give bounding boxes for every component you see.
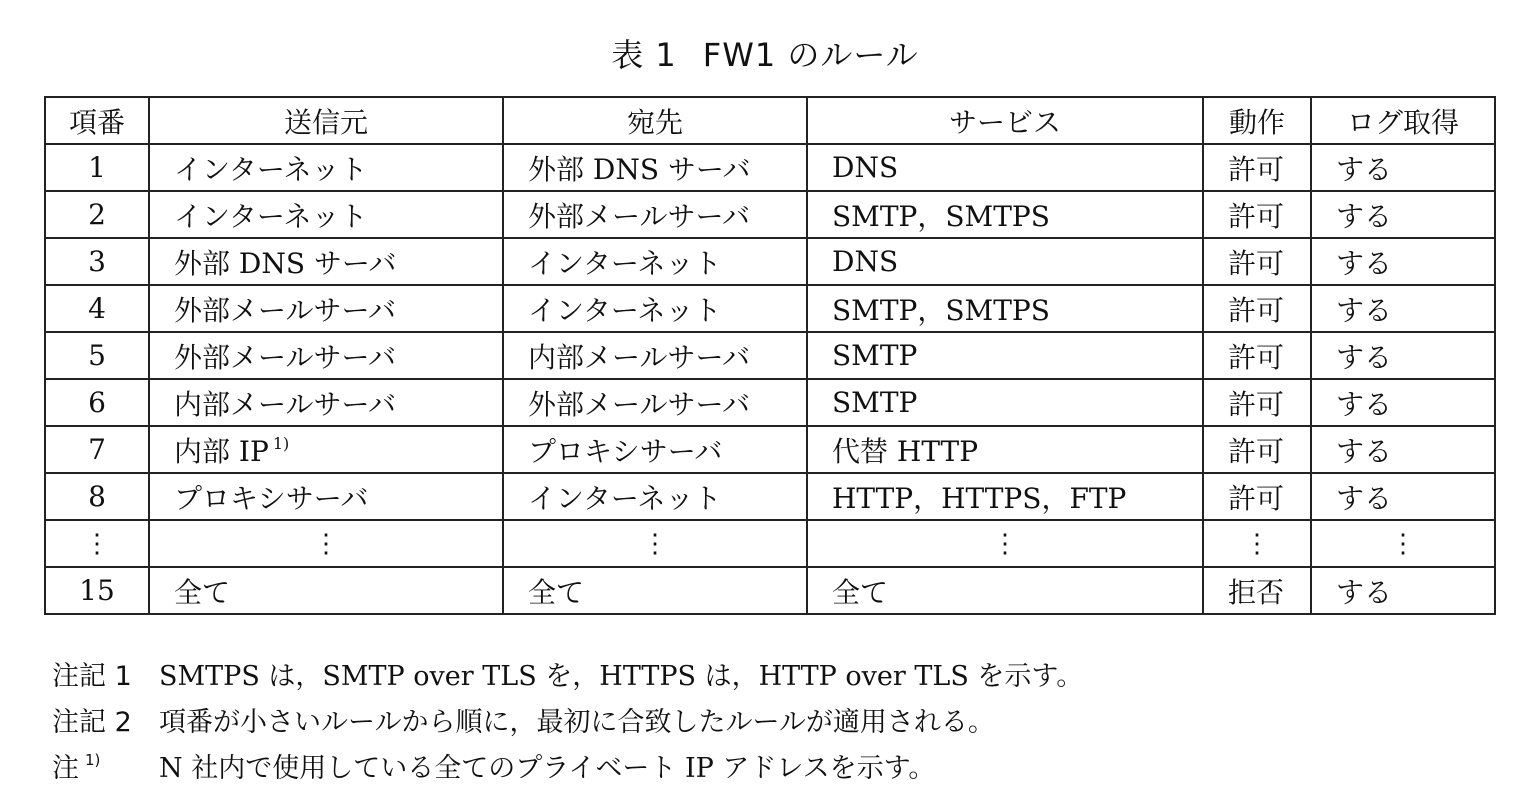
cell-service: HTTP，HTTPS，FTP: [807, 473, 1203, 520]
note-label: 注記 1: [52, 660, 132, 692]
cell-source-text: 内部 IP: [174, 434, 269, 468]
cell-no: 2: [45, 191, 149, 238]
cell-service: 全て: [807, 567, 1203, 614]
cell-logging: する: [1311, 238, 1495, 285]
note-text: 項番が小さいルールから順に，最初に合致したルールが適用される。: [159, 706, 995, 738]
cell-destination: インターネット: [503, 473, 807, 520]
cell-logging: する: [1311, 426, 1495, 473]
note-item: [52, 650, 1512, 696]
cell-no: 8: [45, 473, 149, 520]
note-label: [52, 746, 159, 785]
cell-action: 許可: [1203, 238, 1311, 285]
cell-service: SMTP: [807, 379, 1203, 426]
cell-source: インターネット: [149, 191, 503, 238]
cell-logging: する: [1311, 144, 1495, 191]
cell-destination: 内部メールサーバ: [503, 332, 807, 379]
cell-service: ⋮: [807, 520, 1203, 567]
cell-logging: する: [1311, 332, 1495, 379]
cell-action: 許可: [1203, 191, 1311, 238]
cell-logging: する: [1311, 473, 1495, 520]
cell-destination: 外部 DNS サーバ: [503, 144, 807, 191]
cell-no: 4: [45, 285, 149, 332]
notes-section: [52, 650, 1512, 788]
cell-source: [149, 426, 503, 473]
footnote-marker: 1): [272, 433, 290, 453]
cell-no: 6: [45, 379, 149, 426]
cell-action: 許可: [1203, 332, 1311, 379]
cell-action: 許可: [1203, 144, 1311, 191]
cell-destination: 外部メールサーバ: [503, 191, 807, 238]
cell-service: DNS: [807, 144, 1203, 191]
table-title: FW1 のルール: [702, 36, 919, 74]
cell-source: インターネット: [149, 144, 503, 191]
table-row: [45, 191, 1495, 238]
table-row: [45, 144, 1495, 191]
footnote-marker: 1): [85, 750, 101, 769]
cell-logging: する: [1311, 567, 1495, 614]
header-destination: 宛先: [503, 97, 807, 144]
cell-no: ⋮: [45, 520, 149, 567]
firewall-rules-table: [44, 96, 1496, 615]
cell-service: SMTP，SMTPS: [807, 191, 1203, 238]
cell-no: 7: [45, 426, 149, 473]
note-text: N 社内で使用している全てのプライベート IP アドレスを示す。: [159, 752, 936, 784]
cell-logging: する: [1311, 191, 1495, 238]
header-action: 動作: [1203, 97, 1311, 144]
cell-no: 3: [45, 238, 149, 285]
table-row-ellipsis: [45, 520, 1495, 567]
cell-action: 許可: [1203, 426, 1311, 473]
cell-destination: ⋮: [503, 520, 807, 567]
cell-logging: する: [1311, 379, 1495, 426]
cell-action: 許可: [1203, 285, 1311, 332]
note-item: [52, 696, 1512, 742]
table-row: [45, 238, 1495, 285]
cell-no: 1: [45, 144, 149, 191]
cell-destination: プロキシサーバ: [503, 426, 807, 473]
header-logging: ログ取得: [1311, 97, 1495, 144]
table-row: [45, 332, 1495, 379]
cell-source: 全て: [149, 567, 503, 614]
table-caption: [0, 30, 1530, 76]
note-text: SMTPS は，SMTP over TLS を，HTTPS は，HTTP over TLS を示す。: [159, 660, 1084, 692]
cell-source: プロキシサーバ: [149, 473, 503, 520]
header-service: サービス: [807, 97, 1203, 144]
cell-destination: インターネット: [503, 285, 807, 332]
table-header-row: [45, 97, 1495, 144]
cell-no: 5: [45, 332, 149, 379]
cell-source: 外部 DNS サーバ: [149, 238, 503, 285]
cell-source: 外部メールサーバ: [149, 285, 503, 332]
cell-action: 許可: [1203, 379, 1311, 426]
table-row: [45, 285, 1495, 332]
cell-service: 代替 HTTP: [807, 426, 1203, 473]
cell-no: 15: [45, 567, 149, 614]
header-source: 送信元: [149, 97, 503, 144]
cell-action: ⋮: [1203, 520, 1311, 567]
cell-destination: インターネット: [503, 238, 807, 285]
table-row: [45, 473, 1495, 520]
cell-service: DNS: [807, 238, 1203, 285]
cell-service: SMTP: [807, 332, 1203, 379]
table-number: 表 1: [611, 36, 677, 74]
note-label-text: 注: [52, 752, 79, 784]
cell-source: ⋮: [149, 520, 503, 567]
cell-action: 拒否: [1203, 567, 1311, 614]
cell-source: 外部メールサーバ: [149, 332, 503, 379]
table-row: [45, 567, 1495, 614]
header-no: 項番: [45, 97, 149, 144]
note-item: [52, 742, 1512, 788]
cell-destination: 外部メールサーバ: [503, 379, 807, 426]
table-row: [45, 426, 1495, 473]
cell-logging: する: [1311, 285, 1495, 332]
cell-action: 許可: [1203, 473, 1311, 520]
table-row: [45, 379, 1495, 426]
cell-logging: ⋮: [1311, 520, 1495, 567]
note-label: 注記 2: [52, 706, 132, 738]
cell-source: 内部メールサーバ: [149, 379, 503, 426]
cell-service: SMTP，SMTPS: [807, 285, 1203, 332]
cell-destination: 全て: [503, 567, 807, 614]
